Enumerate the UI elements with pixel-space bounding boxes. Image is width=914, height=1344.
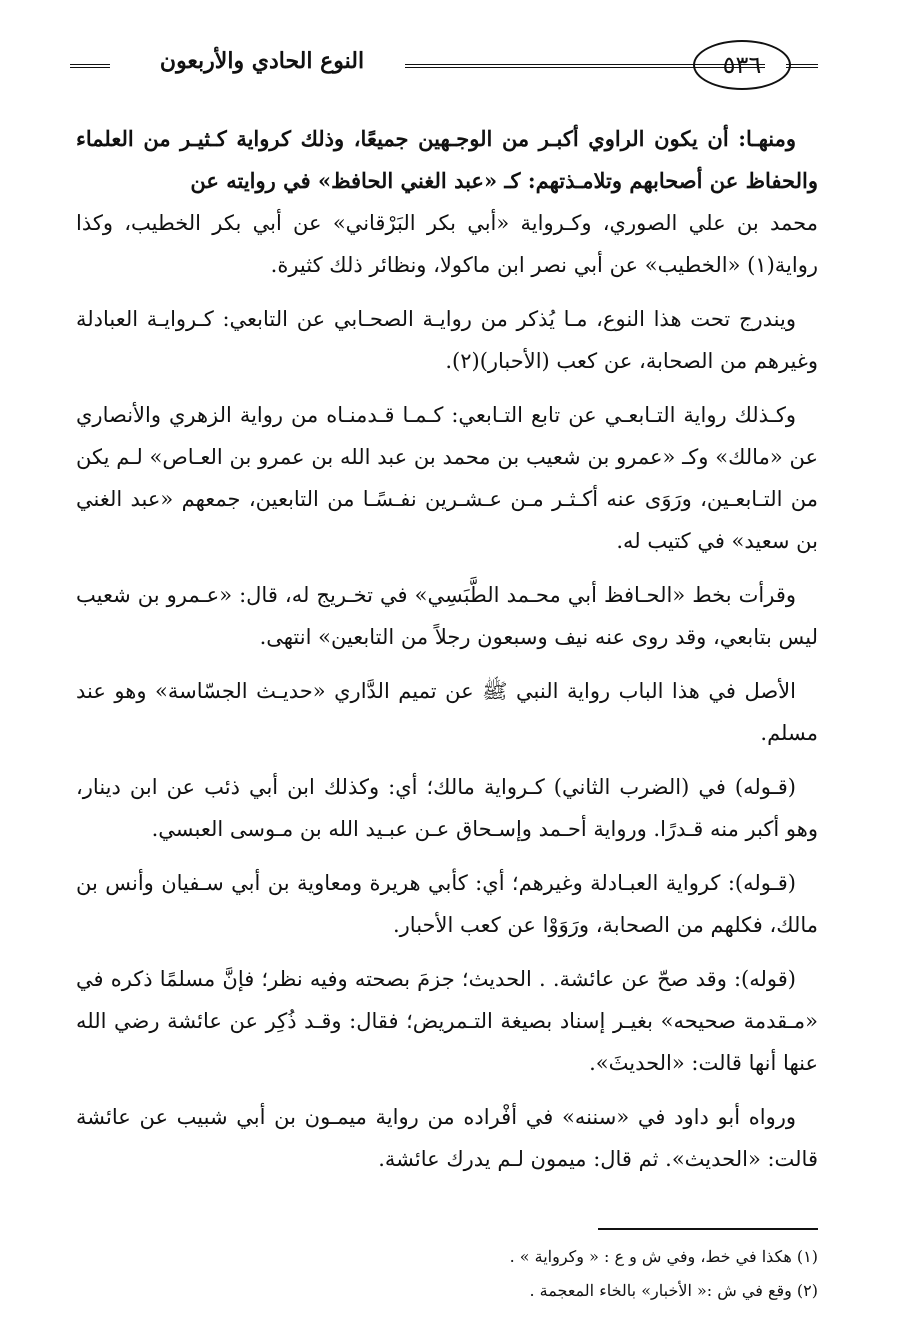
paragraph: (قـوله) في (الضرب الثاني) كـرواية مالك؛ أي: وكذلك ابن أبي ذئب عن ابن دينار، وهو أكبر منه قـدرًا. ورواية أحـمد وإسـحاق عـن عبـيد الله بن مـوسى العبسي. — [76, 775, 818, 841]
paragraph: وكـذلك رواية التـابعـي عن تابع التـابعي: كـمـا قـدمنـاه من رواية الزهري والأنصاري عن «مالك» وكـ «عمرو بن شعيب بن محمد بن عبد الله بن عمرو بن العـاص» لـم يكن من التـابعـين، ورَوَى عنه أكـثـر مـن عـشـرين نفـسًـا من التابعين، جمعهم «عبد الغني بن سعيد» في كتيب له. — [76, 403, 818, 553]
header-rule-right — [786, 64, 818, 68]
page-number: ٥٣٦ — [693, 40, 791, 90]
footnotes — [76, 1240, 818, 1308]
paragraph: ويندرج تحت هذا النوع، مـا يُذكر من روايـة الصحـابي عن التابعي: كـروايـة العبادلة وغيرهم من الصحابة، عن كعب (الأحبار)(٢). — [76, 307, 818, 373]
paragraph: وقرأت بخط «الحـافظ أبي محـمد الطَّبَسِي» في تخـريج له، قال: «عـمرو بن شعيب ليس بتابعي، وقد روى عنه نيف وسبعون رجلاً من التابعين» انتهى. — [76, 583, 818, 649]
paragraph: (قوله): وقد صحّ عن عائشة. . الحديث؛ جزمَ بصحته وفيه نظر؛ فإنَّ مسلمًا ذكره في «مـقدمة صحيحه» بغيـر إسناد بصيغة التـمريض؛ فقال: وقـد ذُكِر عن عائشة رضي الله عنها أنها قالت: «الحديثَ». — [76, 967, 818, 1075]
paragraph: الأصل في هذا الباب رواية النبي ﷺ عن تميم الدَّاري «حديـث الجسّاسة» وهو عند مسلم. — [76, 679, 818, 745]
paragraph: ومنهـا: أن يكون الراوي أكبـر من الوجـهين جميعًا، وذلك كرواية كـثيـر من العلماء والحفاظ عن أصحابهم وتلامـذتهم: كـ «عبد الغني الحافظ» في روايته عن — [76, 126, 818, 193]
paragraph: (قـوله): كرواية العبـادلة وغيرهم؛ أي: كأبي هريرة ومعاوية بن أبي سـفيان وأنس بن مالك، فكلهم من الصحابة، ورَوَوْا عن كعب الأحبار. — [76, 871, 818, 937]
paragraph: محمد بن علي الصوري، وكـرواية «أبي بكر البَرْقاني» عن أبي بكر الخطيب، وكذا رواية(١) «الخطيب» عن أبي نصر ابن ماكولا، ونظائر ذلك كثيرة. — [76, 211, 818, 277]
footnote: (١) هكذا في خط، وفي ش و ع : « وكرواية » . — [509, 1247, 818, 1266]
main-text — [76, 118, 818, 1192]
header-rule-left — [70, 64, 110, 68]
footnote: (٢) وقع في ش :« الأخبار» بالخاء المعجمة . — [529, 1281, 818, 1300]
running-title: النوع الحادي والأربعون — [159, 48, 365, 74]
footnote-separator — [598, 1228, 818, 1230]
paragraph: ورواه أبو داود في «سننه» في أفْراده من رواية ميمـون بن أبي شبيب عن عائشة قالت: «الحديث». ثم قال: ميمون لـم يدرك عائشة. — [76, 1105, 818, 1171]
page-header — [70, 38, 818, 94]
